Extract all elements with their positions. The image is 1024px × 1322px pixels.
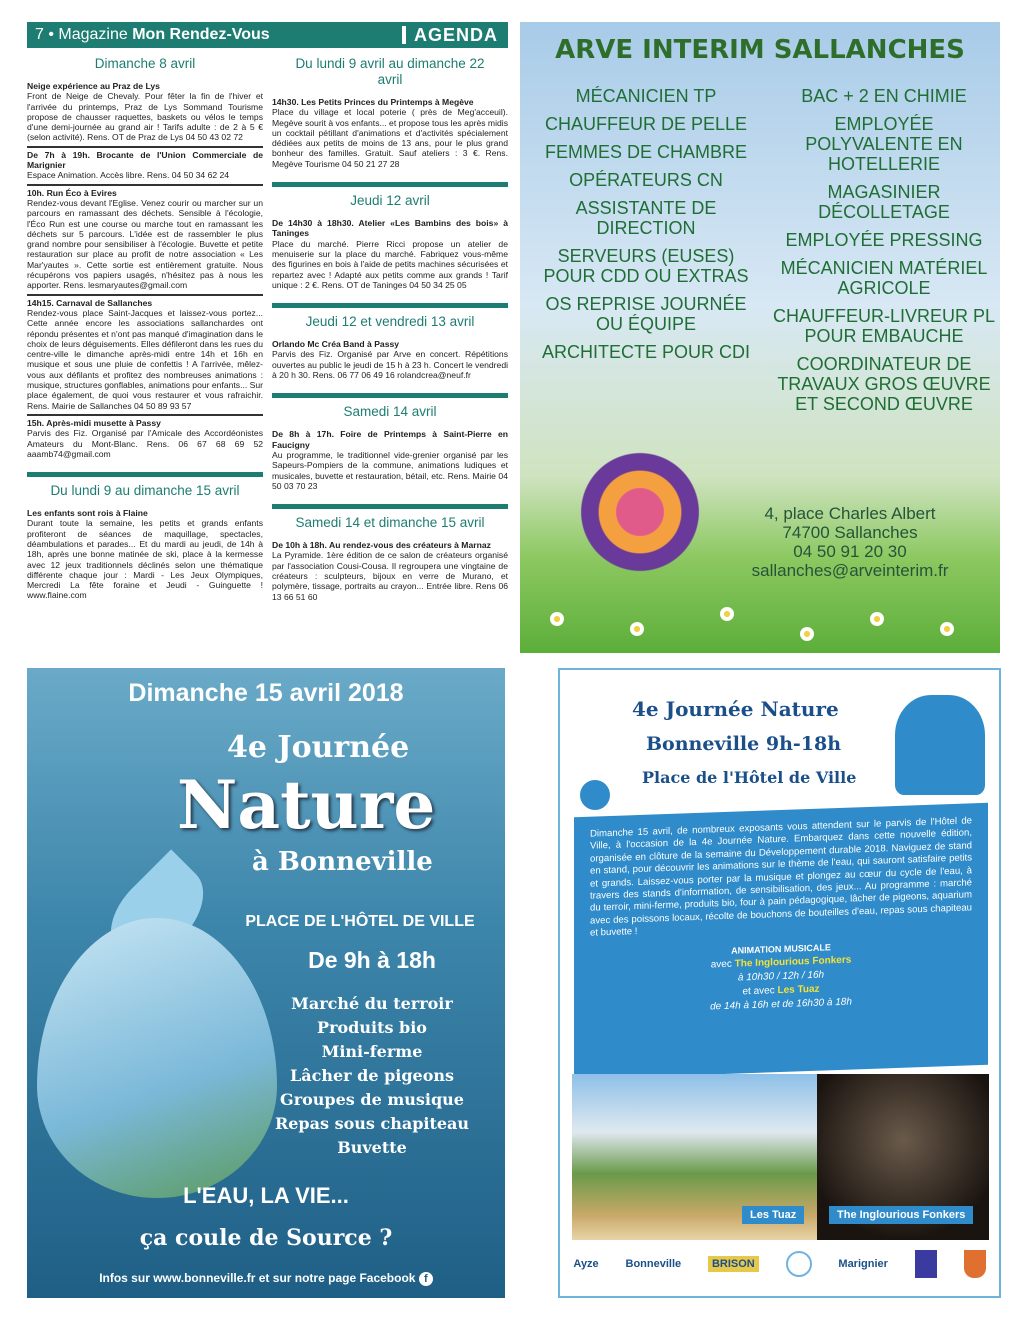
date-heading: Samedi 14 avril	[343, 404, 437, 420]
photo-label: Les Tuaz	[742, 1206, 804, 1224]
address-line: 4, place Charles Albert	[764, 504, 936, 523]
footer-text: Infos sur www.bonneville.fr et sur notre page Facebook	[99, 1271, 416, 1285]
facebook-icon[interactable]: f	[419, 1272, 433, 1286]
poster-edition: 4e Journée	[227, 730, 410, 765]
job-item: BAC + 2 EN CHIMIE	[801, 86, 967, 106]
poster-title: Nature	[177, 766, 436, 844]
jobs-right	[770, 86, 998, 422]
poster-slogan: L'EAU, LA VIE...	[183, 1183, 349, 1208]
job-item: EMPLOYÉE PRESSING	[785, 230, 983, 250]
event-body: Durant toute la semaine, les petits et grands enfants profiteront de séances de maquillage, spectacles, déambulations et parades... Et du mardi au jeudi, de 14h à 18h, après une bonne matinée de ski, place à la kermesse avec 12 jeux traditionnels déclinés selon une thématique différente chaque jour : Mardi - Les Jeux Olympiques, Mercredi La fête foraine et Jeudi - Guinguette ! www.flaine.com	[27, 518, 263, 601]
activity-item: Groupes de musique	[280, 1090, 464, 1109]
left-column	[27, 50, 263, 604]
music-title: ANIMATION MUSICALE	[731, 941, 831, 956]
section-divider	[27, 472, 263, 477]
event-item	[27, 294, 263, 414]
date-heading: Du lundi 9 avril au dimanche 22 avril	[295, 56, 485, 87]
event-item	[27, 81, 263, 146]
music-info	[574, 934, 988, 1018]
section-divider	[272, 182, 508, 187]
job-item: ARCHITECTE POUR CDI	[541, 342, 750, 362]
photo-label: The Inglourious Fonkers	[829, 1206, 973, 1224]
job-item: ASSISTANTE DE DIRECTION	[575, 198, 717, 238]
page-header	[27, 22, 508, 48]
section-divider	[272, 504, 508, 509]
poster-date: Dimanche 15 avril 2018	[128, 679, 404, 707]
activity-item: Produits bio	[317, 1018, 427, 1037]
music-label: avec	[710, 958, 735, 971]
magazine-title	[27, 26, 402, 44]
band-times: de 14h à 16h et de 16h30 à 18h	[710, 996, 852, 1013]
event-title: 10h. Run Éco à Evires	[27, 187, 117, 198]
event-title: 14h30. Les Petits Princes du Printemps à Megève	[272, 97, 474, 107]
event-item	[272, 540, 508, 605]
rabbit-icon	[580, 780, 610, 810]
sponsor-logos	[560, 1250, 999, 1278]
event-title: 14h15. Carnaval de Sallanches	[27, 297, 153, 308]
section-divider	[272, 393, 508, 398]
poster-slogan-2: ça coule de Source ?	[139, 1225, 393, 1251]
address-email[interactable]: sallanches@arveinterim.fr	[751, 561, 949, 580]
event-title: 15h. Après-midi musette à Passy	[27, 417, 161, 428]
event-item	[272, 97, 508, 172]
event-title: De 14h30 à 18h30. Atelier «Les Bambins des bois» à Taninges	[272, 218, 508, 239]
job-item: MAGASINIER DÉCOLLETAGE	[818, 182, 950, 222]
event-item	[272, 218, 508, 293]
event-title: Orlando Mc Créa Band à Passy	[272, 339, 400, 350]
event-title: De 7h à 19h. Brocante de l'Union Commerciale de Marignier	[27, 149, 263, 171]
daisy-icon	[720, 607, 734, 621]
bonneville-logo: Bonneville	[625, 1258, 682, 1270]
activity-item: Marché du terroir	[291, 994, 453, 1013]
page-number: 7 • Magazine	[35, 26, 133, 43]
job-item: MÉCANICIEN MATÉRIEL AGRICOLE	[780, 258, 988, 298]
event-body: Front de Neige de Chevaly. Pour fêter la fin de l'hiver et l'arrivée du printemps, Praz de Lys Sommand Tourisme propose de chausser raquettes, baskets ou vélos le temps d'une demi-journée au grand air ! Tarifs adulte : de 2 à 5 € (selon activité). Rens. OT de Praz de Lys 04 50 43 02 72	[27, 91, 263, 143]
activity-item: Repas sous chapiteau	[274, 1114, 470, 1133]
event-body: La Pyramide. 1ère édition de ce salon de créateurs organisé par l'association Cousi-Cousa. Il regroupera une vingtaine de créateurs : sculpteurs, bijoux en verre de Murano, et polymère, tissage, portraits au crayon... Entrée libre. Rens 06 13 66 51 60	[272, 550, 508, 602]
event-item	[272, 339, 508, 383]
date-heading: Dimanche 8 avril	[94, 56, 196, 71]
journee-nature-info-ad	[558, 668, 1001, 1298]
magazine-name: Mon Rendez-Vous	[132, 26, 270, 43]
info-body: Dimanche 15 avril, de nombreux exposants vous attendent sur le parvis de l'Hôtel de Ville, à l'occasion de la 4e Journée Nature. Embarquez dans cette nouvelle édition, organisée en clôture de la semaine du Développement durable 2018. Naviguez de stand en stand, pour découvrir les animations sur le thème de l'eau, qui sauront satisfaire petits et grands. Laissez-vous porter par la musique et plongez au cœur du cycle de l'eau, à travers des stands d'information, de sensibilisation, des jeux... Au programme : marché du terroir, mini-ferme, produits bio, four à pain pédagogique, lâcher de pigeons, aquarium avec des poissons locaux, récolte de bouchons de bouteilles d'eau, repas sous chapiteau et buvette !	[590, 815, 972, 939]
event-body: Place du marché. Pierre Ricci propose un atelier de menuiserie sur la place du marché. Fabriquez vous-même des figurines en bois à l'aide de petits machines sécurisées et repartez avec ! Adapté aux petits comme aux grands ! Tarif unique : 2 €. Rens. OT de Taninges 04 50 34 25 05	[272, 238, 508, 290]
date-heading: Du lundi 9 au dimanche 15 avril	[50, 483, 240, 499]
ad-title: ARVE INTERIM SALLANCHES	[555, 35, 965, 65]
job-item: EMPLOYÉE POLYVALENTE EN HOTELLERIE	[805, 114, 963, 174]
daisy-icon	[870, 612, 884, 626]
date-heading: Jeudi 12 avril	[350, 193, 430, 209]
band-name: Les Tuaz	[777, 983, 820, 996]
event-body: Parvis des Fiz. Organisé par Arve en concert. Répétitions ouvertes au public le jeudi de 15 h à 23 h. Concert le vendredi à 20 h 30. Rens. 06 77 06 49 16 rolandcrea@neuf.fr	[272, 349, 509, 381]
crest-logo	[915, 1250, 937, 1278]
event-body: Parvis des Fiz. Organisé par l'Amicale des Accordéonistes Amateurs du Mont-Blanc. Rens. 06 67 68 69 52 aaamb74@gmail.com	[27, 428, 263, 459]
job-item: CHAUFFEUR DE PELLE	[544, 114, 748, 134]
circle-logo	[786, 1251, 812, 1277]
date-heading: Samedi 14 et dimanche 15 avril	[295, 515, 485, 531]
event-body: Espace Animation. Accès libre. Rens. 04 50 34 62 24	[27, 170, 230, 181]
marignier-logo: Marignier	[838, 1258, 888, 1270]
journee-nature-poster	[27, 668, 505, 1298]
info-heading: 4e Journée Nature	[632, 697, 839, 721]
shield-logo	[964, 1250, 986, 1278]
event-item	[272, 429, 508, 494]
band-times: à 10h30 / 12h / 16h	[737, 969, 825, 984]
address-city: 74700 Sallanches	[782, 523, 918, 542]
les-tuaz-photo	[572, 1074, 817, 1240]
daisy-icon	[940, 622, 954, 636]
job-item: FEMMES DE CHAMBRE	[544, 142, 748, 162]
poster-hours: De 9h à 18h	[308, 947, 436, 973]
job-item: MÉCANICIEN TP	[575, 86, 717, 106]
arve-interim-ad	[520, 22, 1000, 653]
daisy-icon	[800, 627, 814, 641]
job-item: OPÉRATEURS CN	[569, 170, 723, 190]
job-item: COORDINATEUR DE TRAVAUX GROS ŒUVRE ET SECOND ŒUVRE	[777, 354, 991, 414]
event-title: De 8h à 17h. Foire de Printemps à Saint-Pierre en Faucigny	[272, 429, 508, 450]
ad-address	[720, 504, 980, 580]
divider	[402, 26, 406, 44]
poster-town: à Bonneville	[252, 847, 433, 877]
goat-icon	[895, 695, 985, 795]
event-body: Place du village et local poterie ( près de Meg'acceuil). Megève sourit à vos enfants... et propose tous les après midis un cocktail pétillant d'animations et d'activités spécialement dédiées aux petits de moins de 13 ans, pour le plus grand bonheur des familles. Gratuit. Sauf ateliers : 3 €. Rens. Megève Tourisme 04 50 21 27 28	[272, 107, 508, 169]
flower-cyclist-image	[580, 412, 700, 612]
poster-place: PLACE DE L'HÔTEL DE VILLE	[245, 913, 475, 930]
band-name: The Inglourious Fonkers	[734, 954, 852, 970]
fonkers-photo	[817, 1074, 989, 1240]
event-item	[27, 414, 263, 462]
info-place: Place de l'Hôtel de Ville	[642, 768, 857, 787]
event-body: Rendez-vous devant l'Eglise. Venez courir ou marcher sur un parcours en ramassant des déchets. Sensible à l'écologie, l'Éco Run est une course ou marche tout en ramassant les déchets sur 5 parcours. L'idée est de rassembler le plus grand nombre pour sensibiliser à l'écologie. Buvette et petite restauration sur place au profit de notre association « Les Mar'yautes ». Cette sortie est entièrement gratuite. Nous récupérons vos papiers usagés, n'hésitez pas à nous les apporter. Rens. lesmaryautes@gmail.com	[27, 197, 263, 291]
daisy-icon	[630, 622, 644, 636]
activity-item: Lâcher de pigeons	[289, 1066, 455, 1085]
event-title: Les enfants sont rois à Flaine	[27, 508, 148, 519]
section-divider	[272, 303, 508, 308]
job-item: CHAUFFEUR-LIVREUR PL POUR EMBAUCHE	[772, 306, 996, 346]
job-item: SERVEURS (EUSES) POUR CDD OU EXTRAS	[543, 246, 749, 286]
poster-footer	[27, 1270, 505, 1286]
brison-logo: BRISON	[708, 1256, 759, 1272]
poster-activities	[237, 992, 505, 1160]
event-item	[27, 146, 263, 184]
address-phone: 04 50 91 20 30	[793, 542, 907, 561]
info-box	[574, 803, 988, 1079]
date-heading: Jeudi 12 et vendredi 13 avril	[305, 314, 475, 330]
job-item: OS REPRISE JOURNÉE OU ÉQUIPE	[545, 294, 747, 334]
activity-item: Buvette	[337, 1138, 407, 1157]
daisy-icon	[550, 612, 564, 626]
info-subheading: Bonneville 9h-18h	[646, 733, 842, 755]
event-title: De 10h à 18h. Au rendez-vous des créateurs à Marnaz	[272, 540, 491, 551]
event-body: Rendez-vous place Saint-Jacques et laissez-vous portez... Cette année encore les associations sallanchardes ont répondu présentes et n'ont pas manqué d'imagination dans le choix de leurs déguisements. Elles défileront dans les rues du centre-ville le dimanche après-midi entre 14h et 16h en musique et sous une pluie de confettis ! A l'arrivée, mêlez-vous aux défilants et profitez des nombreuses animations : musique, structures gonflables, animations pour enfants... Sur place également, de quoi vous restaurer et vous rafraichir. Rens. Mairie de Sallanches 04 50 89 93 57	[27, 307, 263, 411]
music-label: et avec	[742, 984, 778, 998]
event-item	[27, 508, 263, 604]
activity-item: Mini-ferme	[321, 1042, 423, 1061]
event-title: Neige expérience au Praz de Lys	[27, 81, 160, 91]
ayze-logo: Ayze	[573, 1258, 599, 1270]
event-item	[27, 184, 263, 294]
section-title: AGENDA	[413, 24, 498, 45]
jobs-left	[526, 86, 766, 370]
middle-column	[272, 50, 508, 605]
event-body: Au programme, le traditionnel vide-grenier organisé par les Sapeurs-Pompiers de la commune, animations ludiques et musicales, buvette et restauration, bétail, etc. Rens. Mairie 04 50 03 70 23	[272, 449, 508, 491]
